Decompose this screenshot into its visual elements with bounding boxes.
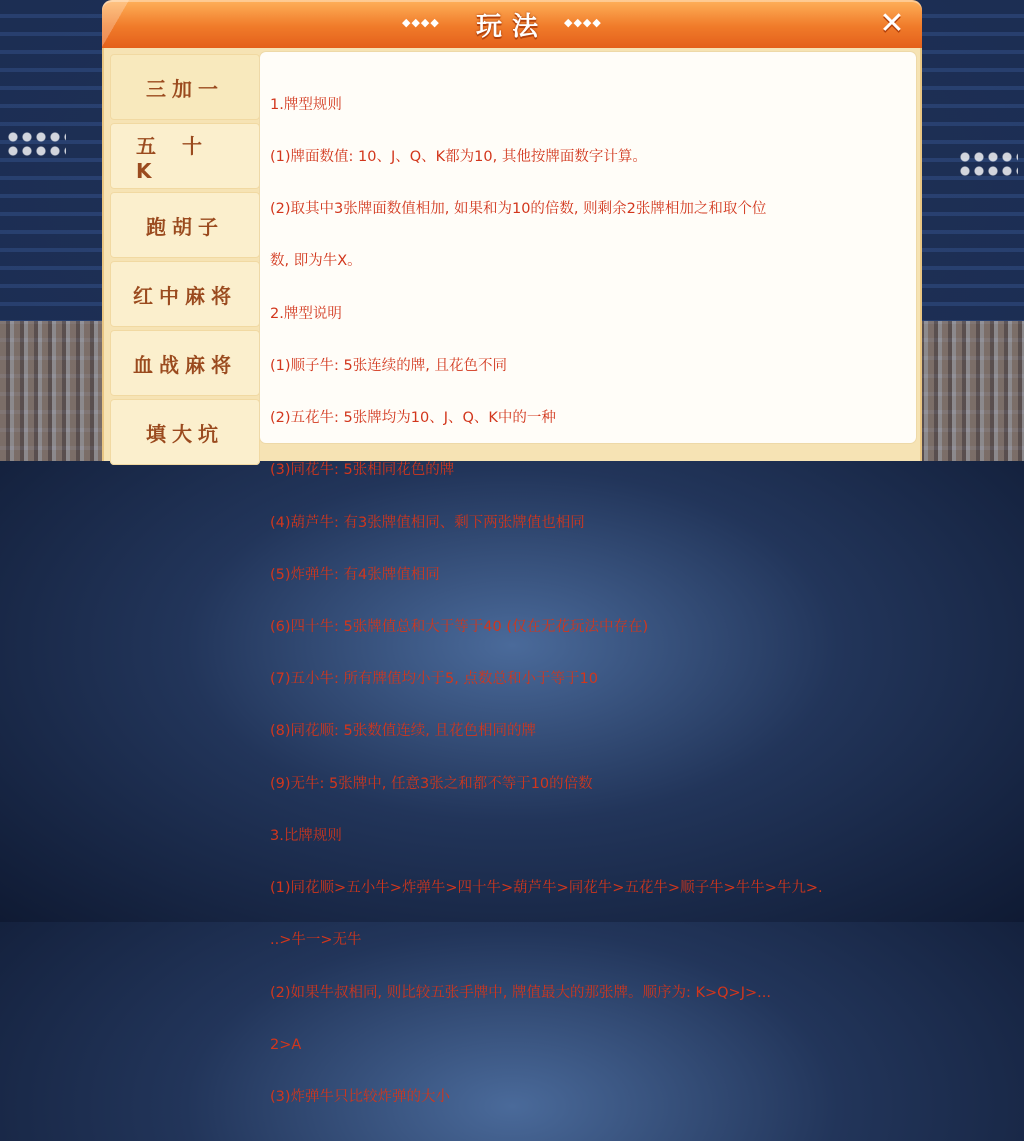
dialog-body	[102, 48, 922, 1105]
tab-tian-da-keng[interactable]: 填大坑	[110, 399, 260, 465]
title-decoration-right: ◆◆◆◆	[564, 16, 602, 29]
tab-wu-shi-k[interactable]: 五十K	[110, 123, 260, 189]
title-decoration-left: ◆◆◆◆	[402, 16, 440, 29]
dialog-title-bar	[102, 0, 922, 48]
rules-line: (2)如果牛叔相同, 则比较五张手牌中, 牌值最大的那张牌。顺序为: K>Q>J>...	[270, 984, 771, 1001]
rules-line: (3)同花牛: 5张相同花色的牌	[270, 462, 455, 479]
tab-xue-zhan-ma-jiang[interactable]: 血战麻将	[110, 330, 260, 396]
rules-line: 1.牌型规则	[270, 96, 342, 113]
rules-line: (2)五花牛: 5张牌均为10、J、Q、K中的一种	[270, 410, 556, 427]
rules-dialog	[102, 0, 922, 1105]
rules-line: (9)无牛: 5张牌中, 任意3张之和都不等于10的倍数	[270, 775, 593, 792]
tab-pao-hu-zi[interactable]: 跑胡子	[110, 192, 260, 258]
rules-line: (1)牌面数值: 10、J、Q、K都为10, 其他按牌面数字计算。	[270, 149, 647, 166]
stadium-stand-right	[914, 321, 1024, 461]
rules-line: 3.比牌规则	[270, 827, 342, 844]
rules-line: 2.牌型说明	[270, 305, 342, 322]
tab-san-jia-yi[interactable]: 三加一	[110, 54, 260, 120]
stadium-stand-left	[0, 321, 110, 461]
dialog-title: 玩法	[475, 12, 548, 42]
rules-line: (7)五小牛: 所有牌值均小于5, 点数总和小于等于10	[270, 671, 598, 688]
rules-line: ..>牛一>无牛	[270, 932, 362, 949]
rules-text	[260, 52, 916, 1141]
close-button[interactable]	[876, 8, 908, 40]
rules-line: (4)葫芦牛: 有3张牌值相同、剩下两张牌值也相同	[270, 514, 585, 531]
rules-line: (8)同花顺: 5张数值连续, 且花色相同的牌	[270, 723, 536, 740]
stadium-lights-right	[958, 150, 1018, 180]
rules-line: 数, 即为牛X。	[270, 253, 362, 270]
game-tab-list	[110, 54, 260, 461]
rules-content-panel[interactable]	[260, 52, 916, 1105]
tab-hong-zhong-ma-jiang[interactable]: 红中麻将	[110, 261, 260, 327]
rules-line: (5)炸弹牛: 有4张牌值相同	[270, 566, 440, 583]
rules-line: (1)同花顺>五小牛>炸弹牛>四十牛>葫芦牛>同花牛>五花牛>顺子牛>牛牛>牛九>.	[270, 880, 823, 897]
crossed-tools-icon: ✕	[879, 6, 905, 41]
rules-line: (6)四十牛: 5张牌值总和大于等于40 (仅在无花玩法中存在)	[270, 619, 649, 635]
rules-line: (3)炸弹牛只比较炸弹的大小	[270, 1088, 451, 1105]
rules-line: (1)顺子牛: 5张连续的牌, 且花色不同	[270, 357, 507, 374]
rules-line: 2>A	[270, 1036, 302, 1053]
stadium-lights-left	[6, 130, 66, 160]
rules-line: (2)取其中3张牌面数值相加, 如果和为10的倍数, 则剩余2张牌相加之和取个位	[270, 201, 767, 218]
